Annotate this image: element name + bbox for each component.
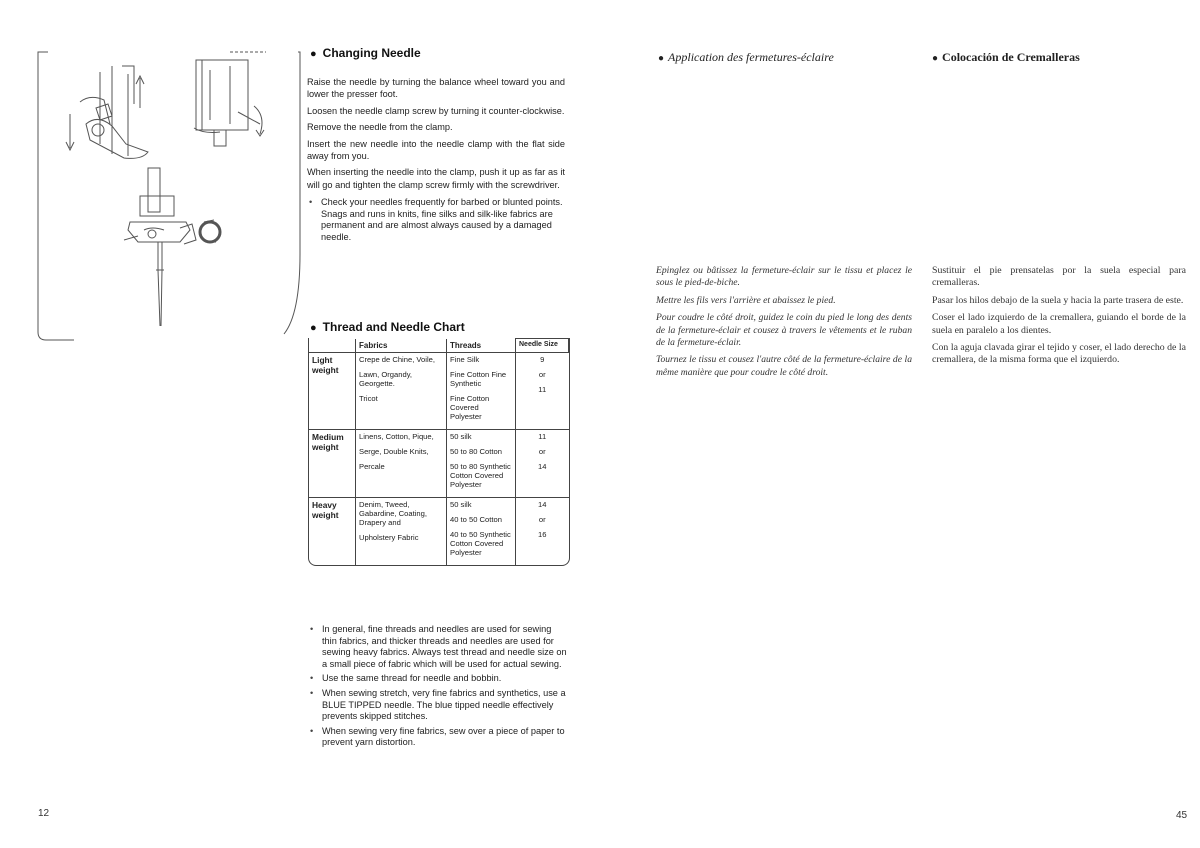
fabric-item: Percale [359,461,385,471]
table-header-row [309,339,569,353]
fabric-item: Linens, Cotton, Pique, [359,431,434,441]
weight-label: Light weight [309,352,356,429]
step-paragraph: When inserting the needle into the clamp, push it up as far as it will go and tighten the clamp screw firmly with the screwdriver. [307,167,565,190]
changing-needle-heading [310,46,421,60]
needle-size-item: or [538,514,546,524]
header-needle-size: Needle Size [516,339,569,353]
thread-item: Fine Cotton Covered Polyester [450,393,490,421]
thread-item: 50 silk [450,499,472,509]
changing-needle-body [307,76,565,247]
header-fabrics: Fabrics [356,339,447,353]
thread-item: Fine Cotton Fine Synthetic [450,369,507,388]
round-bullet-icon: ● [932,53,939,64]
needle-size-item: or [538,446,546,456]
changing-needle-title: Changing Needle [322,46,421,60]
french-paragraph: Pour coudre le côté droit, guidez le coin du pied le long des dents de la fermeture-éclair et cousez à travers le vêtements et le ruban de la fermeture-éclair. [656,312,912,349]
french-title: Application des fermetures-éclaire [668,50,834,64]
step-paragraph: Remove the needle from the clamp. [307,122,453,133]
spanish-heading [932,50,1080,65]
fabric-item: Crepe de Chine, Voile, [359,354,435,364]
needle-size-item: 9 [540,354,545,364]
step-paragraph: Insert the new needle into the needle clamp with the flat side away from you. [307,138,565,162]
spanish-paragraph: Con la aguja clavada girar el tejido y coser, el lado derecho de la cremallera, de la misma forma que el izquierdo. [932,342,1186,366]
needle-size-item: 16 [538,529,547,539]
thread-item: 50 silk [450,431,472,441]
thread-chart-title: Thread and Needle Chart [322,320,465,334]
spanish-paragraph: Sustituir el pie prensatelas por la suela especial para cremalleras. [932,265,1186,289]
note-bullet: • When sewing very fine fabrics, sew over a piece of paper to prevent yarn distortion. [308,726,568,749]
thread-item: 40 to 50 Synthetic Cotton Covered Polyester [450,529,511,557]
table-row [309,352,569,429]
spanish-title: Colocación de Cremalleras [942,50,1080,64]
step-paragraph: Raise the needle by turning the balance wheel toward you and lower the presser foot. [307,77,565,100]
thread-item: 40 to 50 Cotton [450,514,502,524]
weight-label: Heavy weight [309,497,356,565]
thread-chart-notes [308,624,568,752]
spanish-paragraph: Pasar los hilos debajo de la suela y hacia la parte trasera de este. [932,294,1184,306]
needle-check-bullet: • Check your needles frequently for barbed or blunted points. Snags and runs in knits, fine silks and silk-like fabrics are permanent and are almost always caused by a damaged needle. [307,197,565,243]
fabric-item: Denim, Tweed, Gabardine, Coating, Drapery and [359,499,427,527]
thread-item: 50 to 80 Cotton [450,446,502,456]
needle-size-item: 14 [538,461,547,471]
round-bullet-icon: ● [310,48,317,60]
weight-label: Medium weight [309,429,356,497]
needle-size-item: 11 [538,431,547,441]
french-paragraph: Epinglez ou bâtissez la fermeture-éclair sur le tissu et placez le sous le pied-de-biche. [656,265,912,289]
fabric-item: Lawn, Organdy, Georgette. [359,369,413,388]
thread-item: 50 to 80 Synthetic Cotton Covered Polyester [450,461,511,489]
needle-size-item: or [538,369,546,379]
table-row [309,429,569,497]
needle-size-item: 14 [538,499,547,509]
french-paragraph: Mettre les fils vers l'arrière et abaissez le pied. [656,294,836,306]
note-bullet: • Use the same thread for needle and bobbin. [308,673,568,685]
thread-item: Fine Silk [450,354,480,364]
french-paragraph: Tournez le tissu et cousez l'autre côté de la fermeture-éclaire de la même manière que pour coudre le côté droit. [656,354,912,378]
note-bullet: • In general, fine threads and needles are used for sewing thin fabrics, and thicker threads and needles are used for sewing heavy fabrics. Always test thread and needle size on a small piece of fabric which will be used for actual sewing. [308,624,568,670]
fabric-item: Serge, Double Knits, [359,446,429,456]
header-threads: Threads [447,339,516,353]
left-page-number: 12 [38,808,50,819]
thread-needle-table [309,338,569,565]
spanish-body [932,265,1186,372]
thread-chart-heading [310,320,465,334]
round-bullet-icon: ● [310,322,317,334]
fabric-item: Upholstery Fabric [359,532,419,542]
french-heading [658,50,834,65]
note-bullet: • When sewing stretch, very fine fabrics and synthetics, use a BLUE TIPPED needle. The blue tipped needle effectively prevents skipped stitches. [308,688,568,723]
thread-needle-table-wrap [308,338,570,566]
round-bullet-icon: ● [658,53,665,64]
fabric-item: Tricot [359,393,378,403]
needle-size-item: 11 [538,384,547,394]
table-row [309,497,569,565]
french-body [656,265,912,384]
step-paragraph: Loosen the needle clamp screw by turning it counter-clockwise. [307,105,565,116]
sewing-machine-needle-illustration [34,44,302,344]
needle-illustration [34,44,302,344]
right-page-number: 45 [1176,810,1188,821]
spanish-paragraph: Coser el lado izquierdo de la cremallera, guiando el borde de la suela en paralelo a los dientes. [932,312,1186,336]
